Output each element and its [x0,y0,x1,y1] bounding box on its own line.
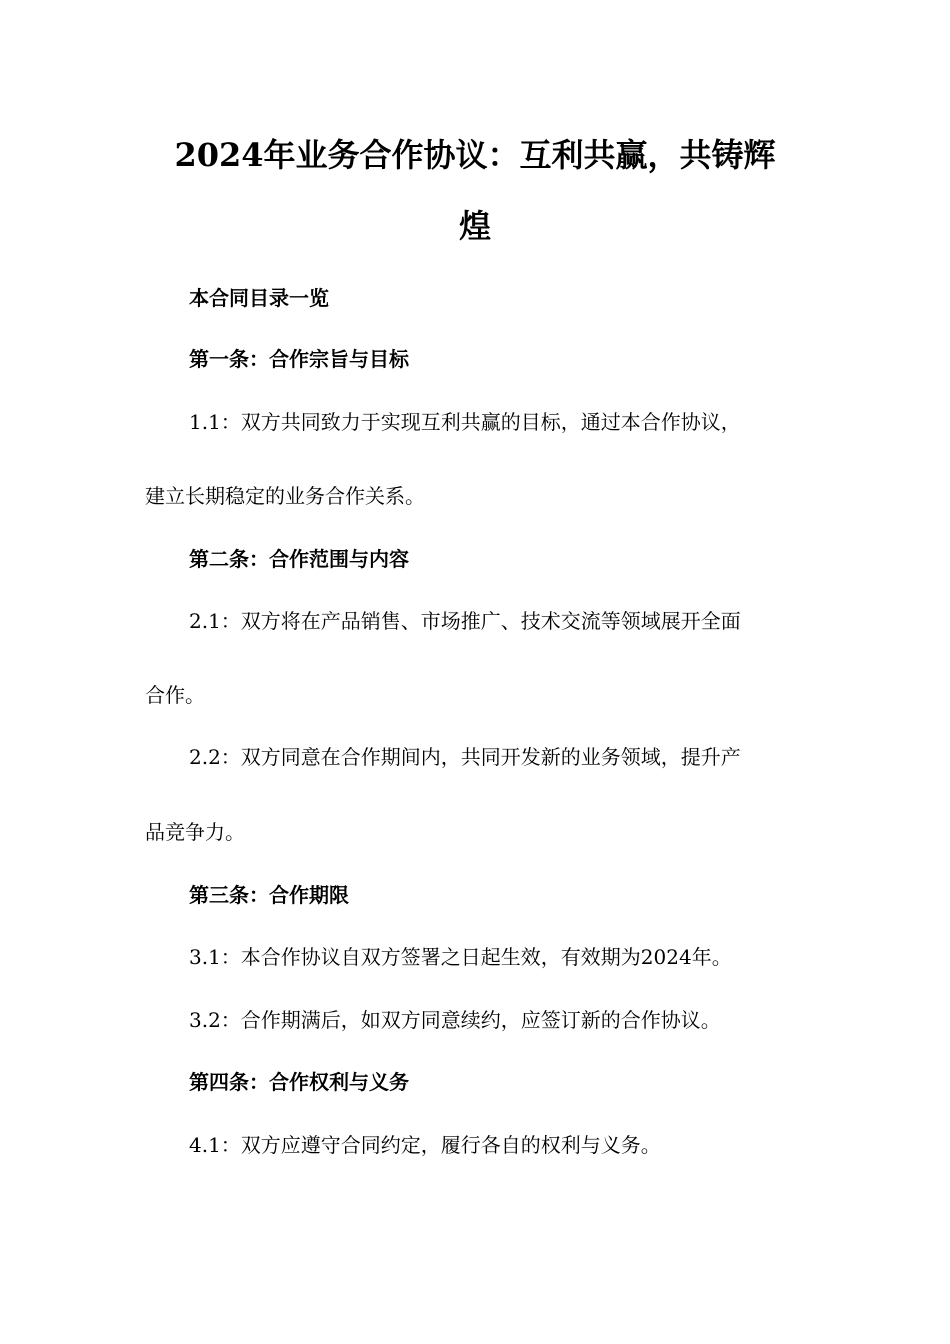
document-title-line-2: 煌 [458,207,491,245]
document-title-line-1: 2024年业务合作协议：互利共赢，共铸辉 [174,136,776,174]
clause-4-1-line-1: 4.1：双方应遵守合同约定，履行各自的权利与义务。 [189,1133,661,1157]
section-heading-3: 第三条：合作期限 [189,883,349,907]
clause-2-2-line-2: 品竞争力。 [145,820,245,844]
clause-1-1-line-1: 1.1：双方共同致力于实现互利共赢的目标，通过本合作协议， [189,410,741,434]
clause-2-1-line-2: 合作。 [145,683,205,707]
section-heading-4: 第四条：合作权利与义务 [189,1070,409,1094]
clause-3-1-line-1: 3.1：本合作协议自双方签署之日起生效，有效期为2024年。 [189,945,732,969]
section-heading-1: 第一条：合作宗旨与目标 [189,347,409,371]
clause-1-1-line-2: 建立长期稳定的业务合作关系。 [145,484,425,508]
clause-2-2-line-1: 2.2：双方同意在合作期间内，共同开发新的业务领域，提升产 [189,745,741,769]
section-heading-2: 第二条：合作范围与内容 [189,547,409,571]
clause-2-1-line-1: 2.1：双方将在产品销售、市场推广、技术交流等领域展开全面 [189,609,741,633]
toc-heading: 本合同目录一览 [189,286,329,310]
clause-3-2-line-1: 3.2：合作期满后，如双方同意续约，应签订新的合作协议。 [189,1008,721,1032]
